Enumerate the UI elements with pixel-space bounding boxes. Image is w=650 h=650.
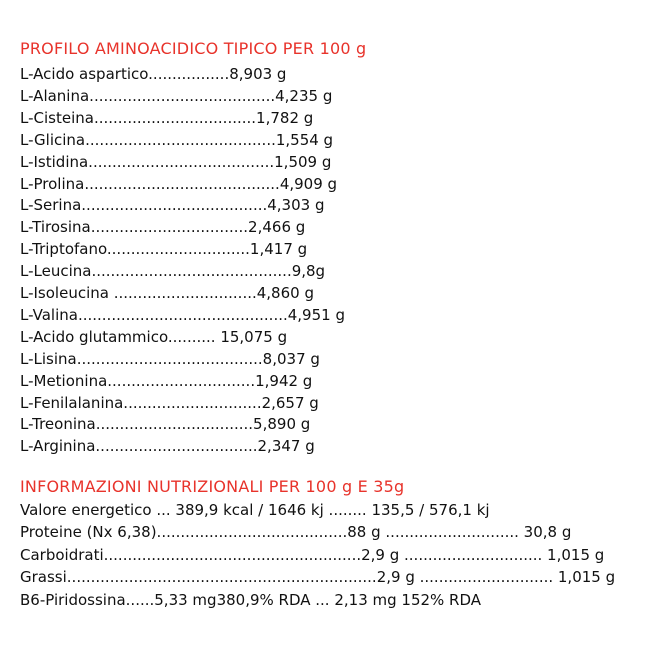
amino-row: L-Acido glutammico.......... 15,075 g <box>20 327 288 346</box>
amino-row: L-Prolina.........................................4,909 g <box>20 174 338 193</box>
nutrition-row: Carboidrati......................................................2,9 g ............................. 1,015 g <box>20 545 605 564</box>
amino-row: L-Isoleucina ..............................4,860 g <box>20 284 314 302</box>
amino-row: L-Triptofano..............................1,417 g <box>20 240 308 259</box>
nutrition-info-title: INFORMAZIONI NUTRIZIONALI PER 100 g E 35g <box>20 477 405 496</box>
nutrition-row: B6-Piridossina......5,33 mg380,9% RDA ... 2,13 mg 152% RDA <box>20 590 482 609</box>
amino-row: L-Cisteina..................................1,782 g <box>20 108 314 127</box>
amino-row: L-Alanina.......................................4,235 g <box>20 86 333 105</box>
amino-row: L-Leucina..........................................9,8g <box>20 262 326 281</box>
amino-row: L-Metionina...............................1,942 g <box>20 371 313 390</box>
amino-row: L-Serina.......................................4,303 g <box>20 196 325 215</box>
nutrition-row: Grassi.................................................................2,9 g ............................ 1,015 g <box>20 568 616 587</box>
nutrition-row: Valore energetico ... 389,9 kcal / 1646 kj ........ 135,5 / 576,1 kj <box>20 501 490 519</box>
nutrition-row: Proteine (Nx 6,38)........................................88 g ............................ 30,8 g <box>20 523 572 542</box>
amino-row: L-Treonina.................................5,890 g <box>20 415 311 434</box>
amino-row: L-Glicina........................................1,554 g <box>20 130 334 149</box>
amino-row: L-Valina............................................4,951 g <box>20 305 345 324</box>
amino-row: L-Acido aspartico.................8,903 g <box>20 65 287 83</box>
amino-row: L-Arginina..................................2,347 g <box>20 437 315 456</box>
amino-profile-title: PROFILO AMINOACIDICO TIPICO PER 100 g <box>20 39 367 58</box>
amino-row: L-Lisina.......................................8,037 g <box>20 349 320 368</box>
amino-row: L-Fenilalanina.............................2,657 g <box>20 393 319 412</box>
amino-row: L-Tirosina.................................2,466 g <box>20 218 306 237</box>
amino-row: L-Istidina.......................................1,509 g <box>20 152 332 171</box>
